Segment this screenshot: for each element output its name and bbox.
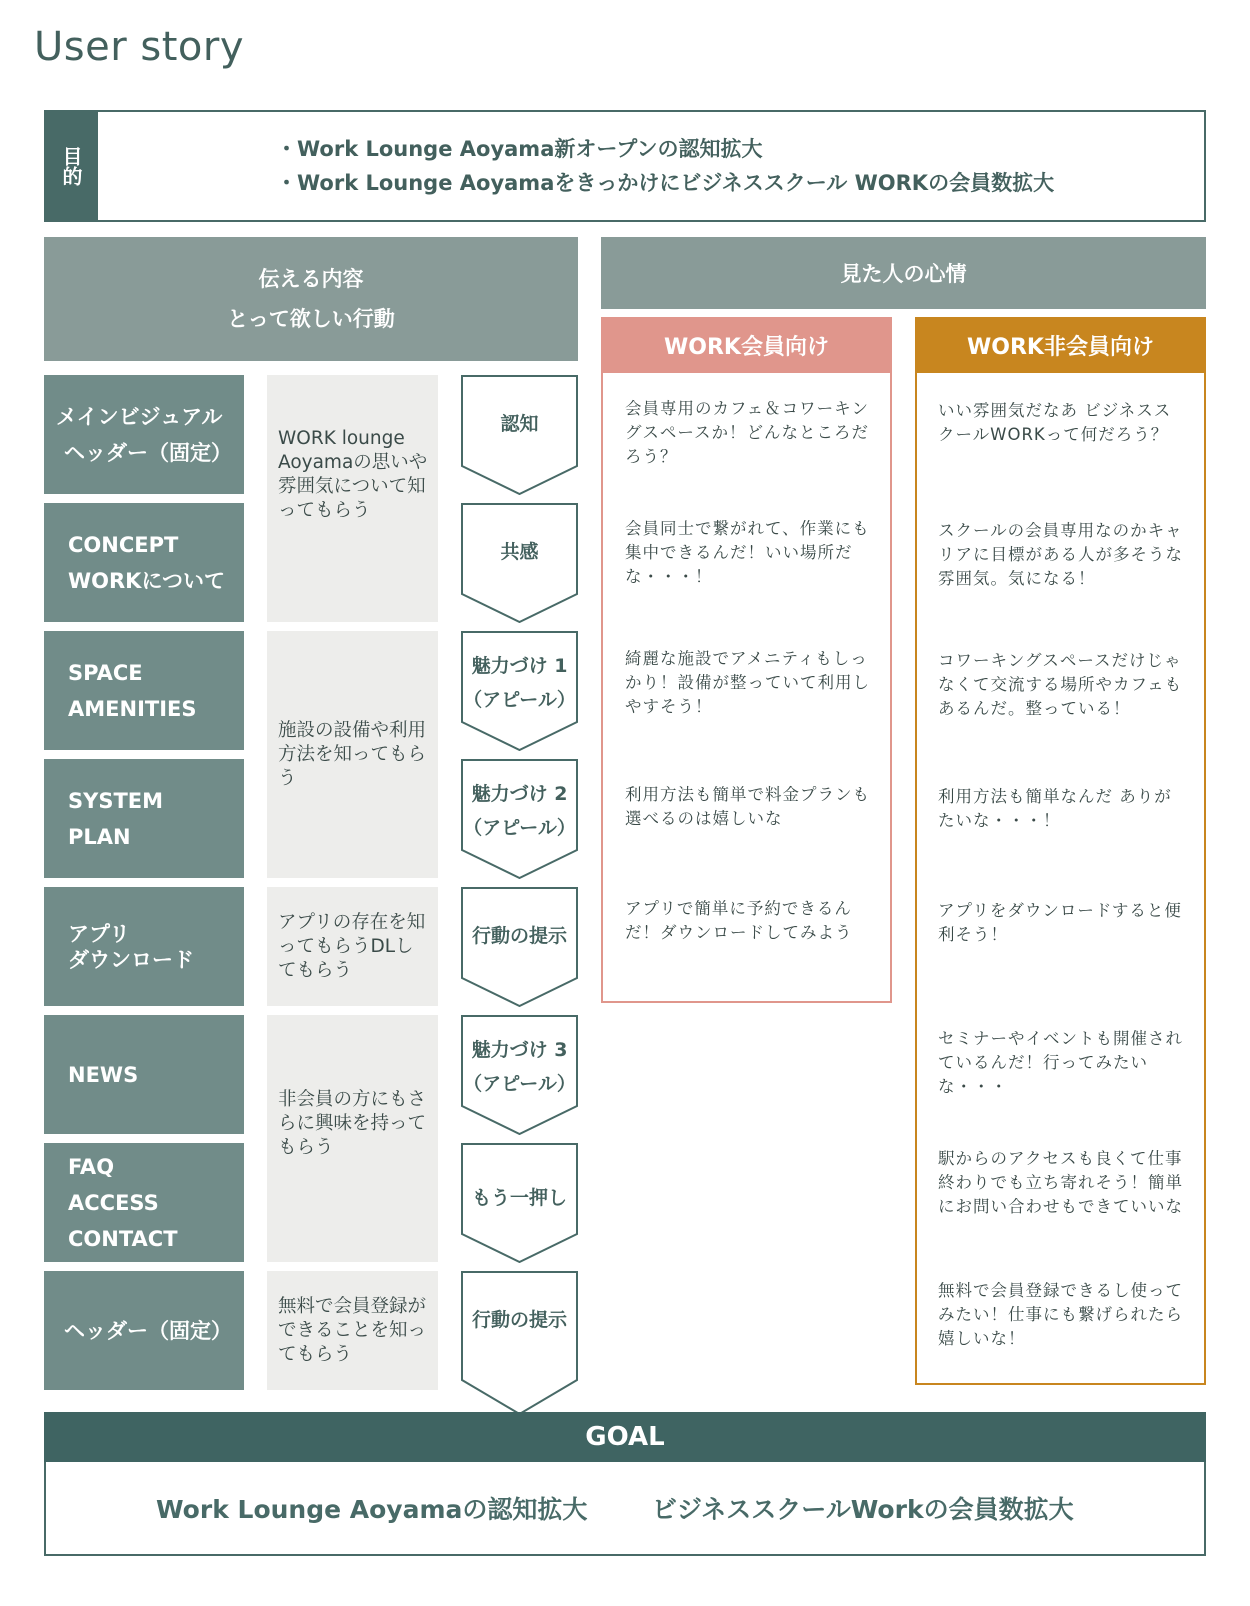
content-interest — [267, 1015, 438, 1262]
goal-item: ビジネススクールWorkの会員数拡大 — [652, 1495, 1074, 1524]
header-content: 伝える内容 — [258, 267, 364, 291]
page-title: User story — [34, 24, 244, 70]
stage-push — [461, 1143, 578, 1263]
stage-label-sub: （アピール） — [463, 689, 576, 711]
section-line: ダウンロード — [68, 947, 194, 972]
stage-label: もう一押し — [471, 1187, 567, 1209]
section-line: PLAN — [68, 824, 131, 849]
section-line: WORKについて — [68, 568, 226, 593]
non-member-thought: 利用方法も簡単なんだ ありがたいな・・・！ — [938, 787, 1172, 830]
non-member-thought: セミナーやイベントも開催されているんだ！行ってみたいな・・・ — [938, 1029, 1183, 1096]
stage-action-1 — [461, 887, 578, 1007]
member-thought: 会員専用のカフェ＆コワーキングスペースか！どんなところだろう？ — [625, 399, 870, 466]
content-concept — [267, 375, 438, 622]
section-line: AMENITIES — [68, 696, 197, 721]
stage-label-sub: （アピール） — [463, 817, 576, 839]
section-line: ACCESS — [68, 1190, 159, 1215]
non-member-thought: 駅からのアクセスも良くて仕事終わりでも立ち寄れそう！簡単にお問い合わせもできていいな — [938, 1149, 1183, 1216]
content-text: アプリの存在を知ってもらうDLしてもらう — [278, 911, 426, 981]
member-thought: 利用方法も簡単で料金プランも選べるのは嬉しいな — [625, 785, 870, 828]
stage-label: 行動の提示 — [471, 1309, 567, 1331]
content-text: 無料で会員登録ができることを知ってもらう — [278, 1295, 427, 1365]
goal-item: Work Lounge Aoyamaの認知拡大 — [156, 1495, 588, 1524]
content-text: 施設の設備や利用方法を知ってもらう — [278, 719, 427, 789]
section-line: ヘッダー（固定） — [64, 440, 232, 465]
non-member-thought: スクールの会員専用なのかキャリアに目標がある人が多そうな雰囲気。気になる！ — [938, 521, 1183, 588]
purpose-label-text: 目的 — [59, 146, 83, 186]
section-space — [44, 631, 244, 750]
stage-action-2 — [461, 1271, 578, 1415]
header-content-action — [44, 237, 578, 361]
section-main-visual — [44, 375, 244, 494]
stage-awareness — [461, 375, 578, 495]
section-line: メインビジュアル — [56, 404, 223, 429]
content-facility — [267, 631, 438, 878]
stage-empathy — [461, 503, 578, 623]
stage-label: 魅力づけ 3 — [471, 1039, 568, 1061]
non-member-thought: 無料で会員登録できるし使ってみたい！仕事にも繋げられたら嬉しいな！ — [938, 1281, 1183, 1348]
purpose-label — [44, 110, 98, 222]
member-thought: 綺麗な施設でアメニティもしっかり！設備が整っていて利用しやすそう！ — [625, 649, 870, 716]
purpose-line: ・Work Lounge Aoyamaをきっかけにビジネススクール WORKの会員数拡大 — [276, 171, 1055, 195]
section-faq — [44, 1143, 244, 1262]
section-line: SPACE — [68, 660, 143, 685]
header-member: WORK会員向け — [601, 317, 892, 373]
non-member-thought: アプリをダウンロードすると便利そう！ — [938, 901, 1182, 944]
section-system — [44, 759, 244, 878]
member-thought: 会員同士で繋がれて、作業にも集中できるんだ！いい場所だな・・・！ — [625, 519, 870, 586]
section-line: FAQ — [68, 1154, 115, 1179]
section-line: SYSTEM — [68, 788, 164, 813]
header-feelings: 見た人の心情 — [601, 237, 1206, 309]
section-concept — [44, 503, 244, 622]
stage-label: 魅力づけ 1 — [471, 655, 568, 677]
stage-label-sub: （アピール） — [463, 1073, 576, 1095]
stage-label: 認知 — [500, 413, 539, 435]
section-line: ヘッダー（固定） — [64, 1318, 232, 1343]
header-non-member: WORK非会員向け — [915, 317, 1206, 373]
header-action: とって欲しい行動 — [227, 307, 395, 331]
stage-appeal-3 — [461, 1015, 578, 1135]
section-header-fixed — [44, 1271, 244, 1390]
section-line: CONTACT — [68, 1226, 178, 1251]
content-app — [267, 887, 438, 1006]
stage-label: 魅力づけ 2 — [471, 783, 568, 805]
non-member-thought: いい雰囲気だなあ ビジネススクールWORKって何だろう？ — [938, 401, 1172, 444]
content-text: 非会員の方にもさらに興味を持ってもらう — [278, 1088, 427, 1158]
content-text: WORK lounge Aoyamaの思いや雰囲気について知ってもらう — [278, 427, 428, 521]
stage-label: 行動の提示 — [471, 925, 567, 947]
section-line: NEWS — [68, 1062, 139, 1087]
section-app — [44, 887, 244, 1006]
purpose-line: ・Work Lounge Aoyama新オープンの認知拡大 — [276, 137, 763, 161]
member-thought: アプリで簡単に予約できるんだ！ダウンロードしてみよう — [625, 899, 853, 942]
stage-label: 共感 — [500, 541, 539, 563]
purpose-text — [276, 132, 1054, 200]
stage-appeal-2 — [461, 759, 578, 879]
section-line: CONCEPT — [68, 532, 179, 557]
content-register — [267, 1271, 438, 1390]
stage-appeal-1 — [461, 631, 578, 751]
non-member-thought: コワーキングスペースだけじゃなくて交流する場所やカフェもあるんだ。整っている！ — [938, 651, 1183, 718]
section-line: アプリ — [68, 921, 131, 946]
section-news — [44, 1015, 244, 1134]
goal-header: GOAL — [44, 1412, 1206, 1462]
